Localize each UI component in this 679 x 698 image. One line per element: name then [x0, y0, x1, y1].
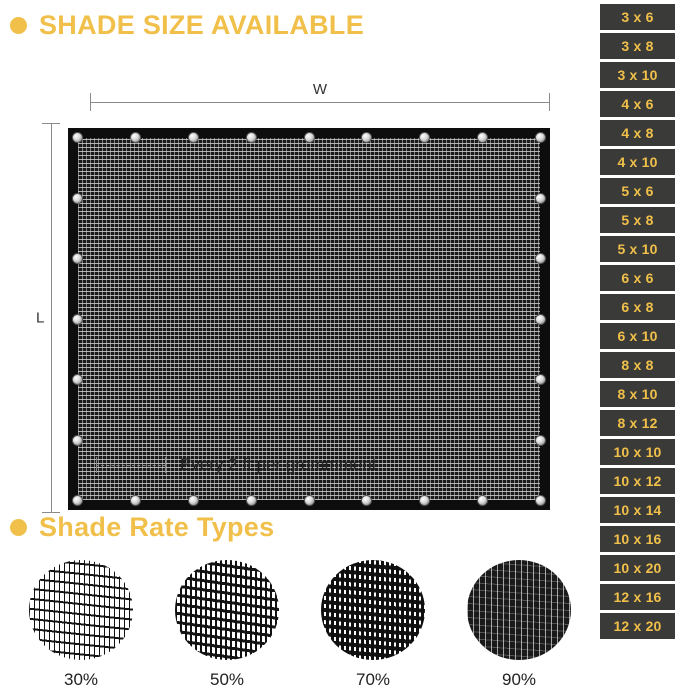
size-chip[interactable]: 4 x 6 — [600, 91, 675, 117]
grommet-icon — [72, 495, 83, 506]
size-chip[interactable]: 10 x 12 — [600, 468, 675, 494]
size-chip[interactable]: 5 x 8 — [600, 207, 675, 233]
length-dimension-cap-top — [42, 123, 60, 124]
width-label: W — [306, 81, 334, 98]
grommet-icon — [477, 495, 488, 506]
grommet-icon — [535, 435, 546, 446]
spacing-cap-right — [165, 457, 166, 473]
tarp-diagram — [0, 55, 600, 500]
grommet-icon — [72, 435, 83, 446]
size-chip[interactable]: 6 x 6 — [600, 265, 675, 291]
bullet-dot-icon — [10, 17, 27, 34]
spacing-dashed-line — [96, 465, 166, 466]
size-chip[interactable]: 10 x 20 — [600, 555, 675, 581]
grommet-icon — [304, 132, 315, 143]
grommet-icon — [246, 495, 257, 506]
shade-rate-label: 50% — [209, 670, 245, 689]
width-dimension-cap-left — [90, 93, 91, 111]
size-chip[interactable]: 10 x 16 — [600, 526, 675, 552]
grommet-icon — [535, 495, 546, 506]
size-chip[interactable]: 3 x 8 — [600, 33, 675, 59]
size-chip[interactable]: 10 x 14 — [600, 497, 675, 523]
mesh-texture — [78, 138, 540, 500]
size-chip[interactable]: 8 x 8 — [600, 352, 675, 378]
grommet-icon — [304, 495, 315, 506]
grommet-spacing-bar — [96, 457, 166, 473]
width-dimension-cap-right — [549, 93, 550, 111]
shade-rate-list — [20, 560, 580, 690]
shade-rate-heading-text: Shade Rate Types — [39, 512, 275, 542]
size-chip[interactable]: 4 x 10 — [600, 149, 675, 175]
grommet-icon — [72, 193, 83, 204]
size-chip[interactable]: 8 x 10 — [600, 381, 675, 407]
grommet-icon — [130, 132, 141, 143]
grommet-icon — [246, 132, 257, 143]
size-chip[interactable]: 8 x 12 — [600, 410, 675, 436]
grommet-icon — [535, 314, 546, 325]
shade-rate-swatch — [29, 560, 133, 660]
grommet-icon — [535, 193, 546, 204]
shade-rate-item — [20, 560, 142, 690]
grommet-icon — [188, 132, 199, 143]
grommet-icon — [535, 374, 546, 385]
size-chip[interactable]: 6 x 8 — [600, 294, 675, 320]
grommet-icon — [535, 253, 546, 264]
grommet-icon — [188, 495, 199, 506]
shade-rate-label: 30% — [63, 670, 99, 689]
shade-rate-item — [458, 560, 580, 690]
shade-rate-swatch — [467, 560, 571, 660]
size-chip[interactable]: 10 x 10 — [600, 439, 675, 465]
size-chip[interactable]: 12 x 20 — [600, 613, 675, 639]
size-chip[interactable]: 3 x 10 — [600, 62, 675, 88]
grommet-icon — [419, 495, 430, 506]
size-chip[interactable]: 3 x 6 — [600, 4, 675, 30]
shade-rate-item — [166, 560, 288, 690]
shade-rate-swatch — [175, 560, 279, 660]
size-chip[interactable]: 5 x 10 — [600, 236, 675, 262]
shade-rate-swatch — [321, 560, 425, 660]
grommet-spacing-note — [96, 455, 377, 475]
grommet-icon — [535, 132, 546, 143]
size-chip[interactable]: 12 x 16 — [600, 584, 675, 610]
width-dimension — [90, 81, 550, 107]
shade-cloth-illustration — [68, 128, 550, 510]
grommet-icon — [130, 495, 141, 506]
length-label: L — [34, 304, 46, 333]
grommet-note-text: Every 2 ft per grommment — [180, 455, 377, 474]
size-list — [600, 0, 679, 698]
grommet-icon — [72, 314, 83, 325]
grommet-icon — [72, 253, 83, 264]
shade-rate-label: 70% — [355, 670, 391, 689]
grommet-icon — [72, 374, 83, 385]
shade-rate-label: 90% — [501, 670, 537, 689]
length-dimension-line — [51, 123, 52, 513]
size-chip[interactable]: 5 x 6 — [600, 178, 675, 204]
grommet-icon — [72, 132, 83, 143]
shade-size-heading-text: SHADE SIZE AVAILABLE — [39, 10, 365, 40]
grommet-icon — [361, 495, 372, 506]
shade-rate-item — [312, 560, 434, 690]
shade-size-heading — [10, 10, 364, 41]
size-chip[interactable]: 6 x 10 — [600, 323, 675, 349]
length-dimension — [36, 123, 62, 513]
shade-rate-heading — [10, 512, 274, 543]
size-chip[interactable]: 4 x 8 — [600, 120, 675, 146]
bullet-dot-icon — [10, 519, 27, 536]
width-dimension-line — [90, 102, 550, 103]
